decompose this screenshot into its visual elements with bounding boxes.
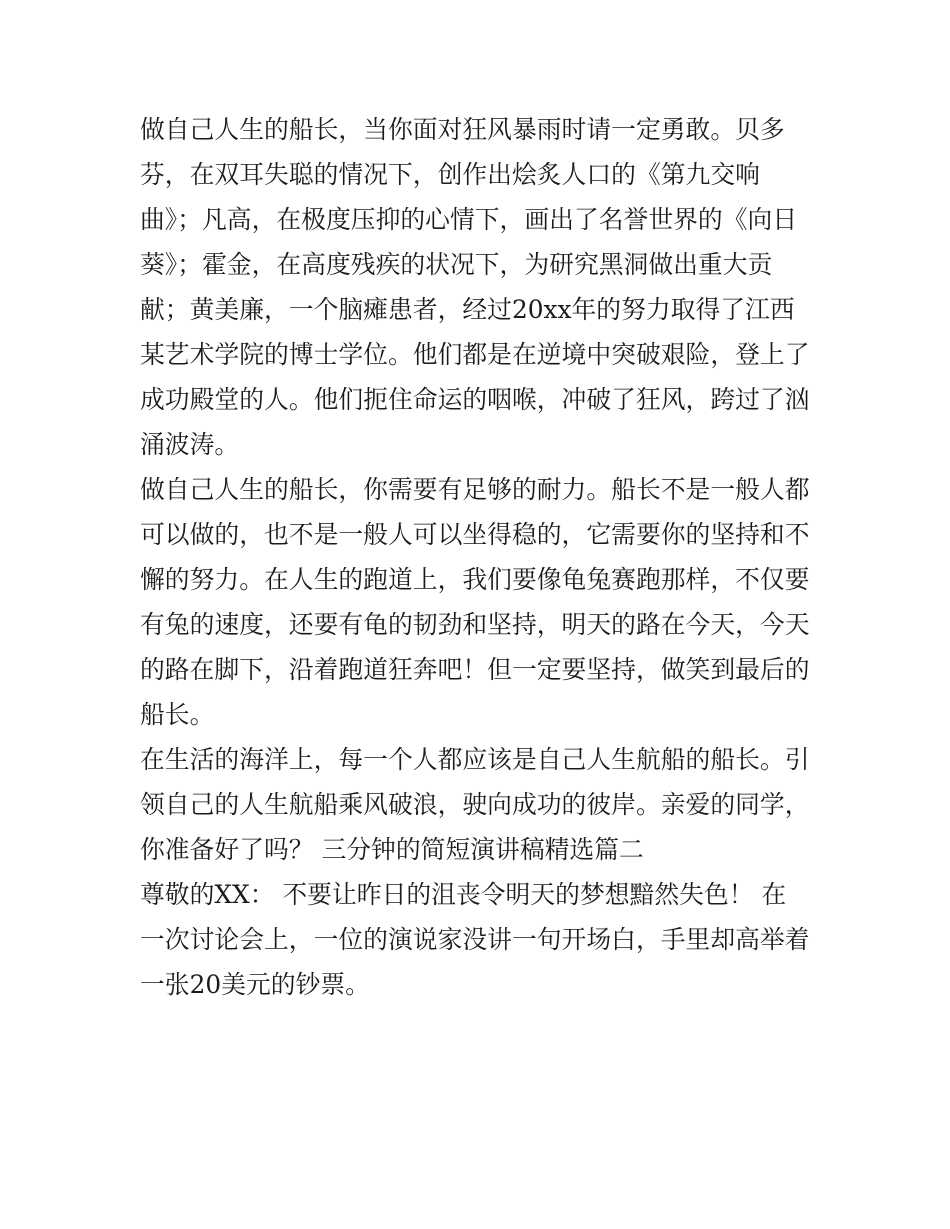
paragraph-speech-two-opening: 尊敬的XX： 不要让昨日的沮丧令明天的梦想黯然失色！ 在一次讨论会上，一位的演说家没讲一句开场白，手里却高举着一张20美元的钞票。 — [140, 880, 810, 999]
paragraph-life-ocean: 在生活的海洋上，每一个人都应该是自己人生航船的船长。引领自己的人生航船乘风破浪，驶向成功的彼岸。亲爱的同学，你准备好了吗？ 三分钟的简短演讲稿精选篇二 — [140, 745, 810, 864]
document-body — [140, 107, 810, 1007]
paragraph-captain-courage: 做自己人生的船长，当你面对狂风暴雨时请一定勇敢。贝多芬，在双耳失聪的情况下，创作出烩炙人口的《第九交响曲》；凡高，在极度压抑的心情下，画出了名誉世界的《向日葵》；霍金，在高度残疾的状况下，为研究黑洞做出重大贡献；黄美廉，一个脑瘫患者，经过20xx年的努力取得了江西某艺术学院的博士学位。他们都是在逆境中突破艰险，登上了成功殿堂的人。他们扼住命运的咽喉，冲破了狂风，跨过了汹涌波涛。 — [140, 115, 810, 459]
paragraph-captain-endurance: 做自己人生的船长，你需要有足够的耐力。船长不是一般人都可以做的，也不是一般人可以坐得稳的，它需要你的坚持和不懈的努力。在人生的跑道上，我们要像龟兔赛跑那样，不仅要有兔的速度，还要有龟的韧劲和坚持，明天的路在今天，今天的路在脚下，沿着跑道狂奔吧！但一定要坚持，做笑到最后的船长。 — [140, 475, 810, 729]
